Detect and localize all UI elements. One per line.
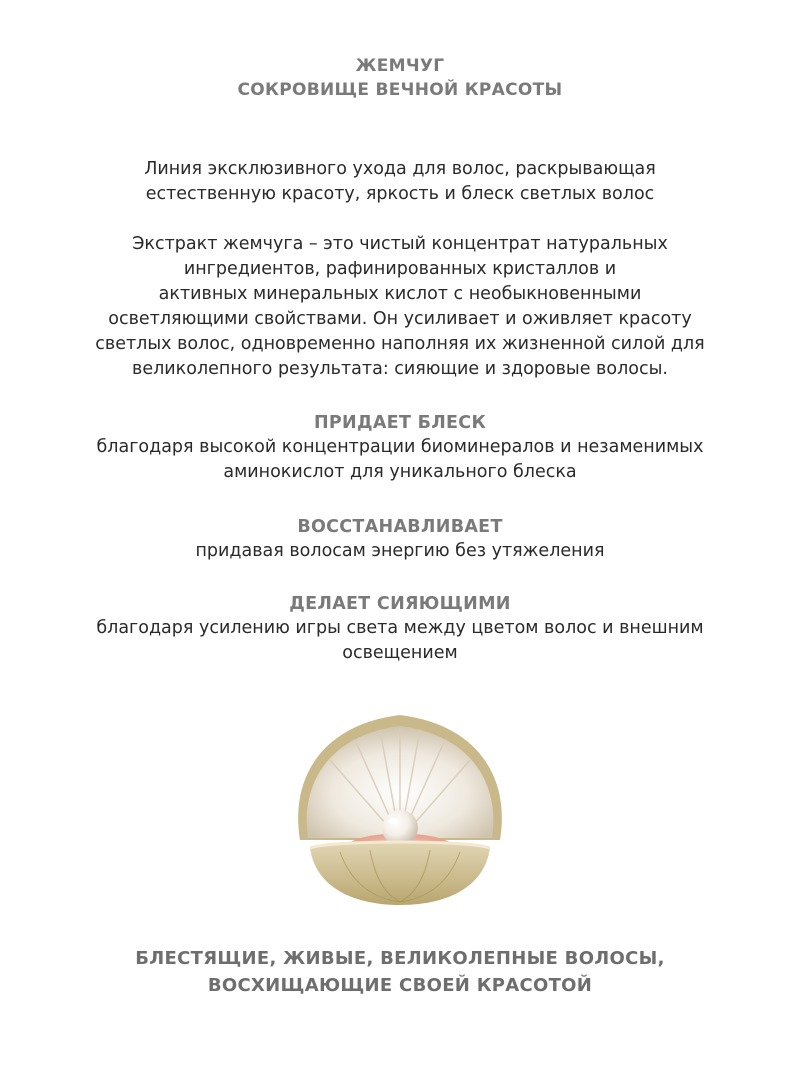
footer-line-2: ВОСХИЩАЮЩИЕ СВОЕЙ КРАСОТОЙ	[207, 975, 593, 996]
section-restore	[0, 515, 800, 564]
section-title-shine: ПРИДАЕТ БЛЕСК	[313, 413, 487, 433]
intro-paragraph	[0, 157, 800, 207]
extract-line: великолепного результата: сияющие и здоровые волосы.	[132, 359, 668, 379]
section-text-line: придавая волосам энергию без утяжеления	[195, 541, 605, 561]
title-line-2: СОКРОВИЩЕ ВЕЧНОЙ КРАСОТЫ	[237, 80, 563, 100]
section-title-restore: ВОССТАНАВЛИВАЕТ	[297, 517, 503, 537]
extract-line: осветляющими свойствами. Он усиливает и оживляет красоту	[108, 309, 692, 329]
section-text-line: благодаря усилению игры света между цветом волос и внешним	[96, 618, 704, 638]
intro-line: естественную красоту, яркость и блеск светлых волос	[145, 184, 655, 204]
section-radiant	[0, 592, 800, 666]
section-shine	[0, 411, 800, 485]
extract-line: Экстракт жемчуга – это чистый концентрат натуральных	[132, 234, 668, 254]
section-text-line: освещением	[342, 643, 458, 663]
section-text-line: аминокислот для уникального блеска	[223, 462, 577, 482]
extract-line: светлых волос, одновременно наполняя их жизненной силой для	[95, 334, 705, 354]
title-line-1: ЖЕМЧУГ	[355, 56, 445, 76]
pearl-shell-icon	[280, 690, 520, 930]
extract-paragraph	[0, 232, 800, 382]
footer-line-1: БЛЕСТЯЩИЕ, ЖИВЫЕ, ВЕЛИКОЛЕПНЫЕ ВОЛОСЫ,	[135, 948, 665, 969]
title-block	[0, 54, 800, 102]
footer-slogan	[0, 945, 800, 999]
intro-line: Линия эксклюзивного ухода для волос, раскрывающая	[144, 159, 656, 179]
extract-line: активных минеральных кислот с необыкновенными	[158, 284, 642, 304]
section-title-radiant: ДЕЛАЕТ СИЯЮЩИМИ	[289, 594, 511, 614]
section-text-line: благодаря высокой концентрации биоминералов и незаменимых	[96, 437, 704, 457]
extract-line: ингредиентов, рафинированных кристаллов и	[183, 259, 617, 279]
